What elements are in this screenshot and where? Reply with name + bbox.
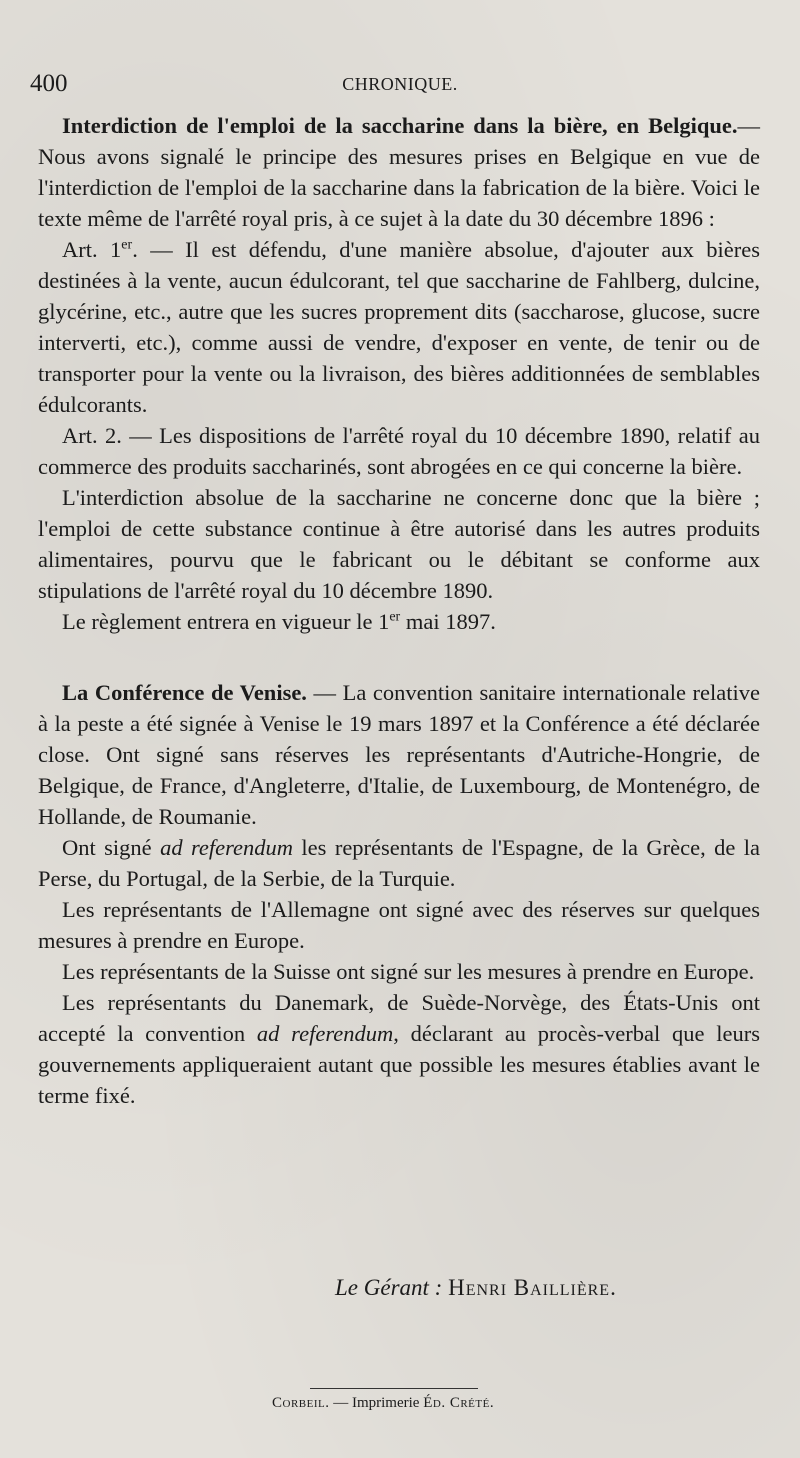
page-header bbox=[30, 70, 770, 100]
article2-paragraph-4: Les représentants de la Suisse ont signé sur les mesures à prendre en Europe. bbox=[62, 959, 755, 984]
para5-text-a: Les représentants du Danemark, de Suède-Norvège, des États-Unis ont accepté la convention bbox=[38, 990, 760, 1046]
para2-text-a: Ont signé bbox=[62, 835, 161, 860]
para4-superscript: er bbox=[389, 609, 401, 625]
section-gap bbox=[38, 637, 760, 677]
article1-intro-paragraph bbox=[38, 110, 760, 234]
imprint-line bbox=[272, 1395, 494, 1412]
art1-text: . — Il est défendu, d'une manière absolue, d'ajouter aux bières destinées à la vente, aucun édulcorant, tel que saccharine de Fahlberg, dulcine, glycérine, etc., autre que les sucres proprement dits (saccharose, glucose, sucre interverti, etc.), comme aussi de vendre, d'exposer en vente, de tenir ou de transporter pour la vente ou la livraison, des bières additionnées de semblables édulcorants. bbox=[38, 237, 760, 417]
running-title: CHRONIQUE. bbox=[342, 74, 458, 94]
article2-paragraph-5 bbox=[38, 987, 760, 1111]
article1-art2-paragraph: Art. 2. — Les dispositions de l'arrêté royal du 10 décembre 1890, relatif au commerce des produits saccharinés, sont abrogées en ce qui concerne la bière. bbox=[38, 423, 760, 479]
article1-title: Interdiction de l'emploi de la saccharine dans la bière, en Belgique. bbox=[62, 113, 738, 138]
footer-rule bbox=[310, 1388, 478, 1389]
article2-paragraph-3: Les représentants de l'Allemagne ont signé avec des réserves sur quelques mesures à prendre en Europe. bbox=[38, 897, 760, 953]
para4-text-b: mai 1897. bbox=[400, 609, 496, 634]
para2-text-b: les représentants de l'Espagne, de la Grèce, de la Perse, du Portugal, de la Serbie, de la Turquie. bbox=[38, 835, 761, 891]
imprint-place: Corbeil. bbox=[272, 1395, 330, 1411]
article2-title: La Conférence de Venise. bbox=[62, 680, 307, 705]
para5-text-b: , déclarant au procès-verbal que leurs gouvernements appliqueraient autant que possible les mesures établies avant le terme fixé. bbox=[38, 1021, 760, 1108]
page-number: 400 bbox=[30, 70, 68, 97]
para5-emphasis: ad referendum bbox=[256, 1021, 394, 1046]
article1-paragraph-3: L'interdiction absolue de la saccharine ne concerne donc que la bière ; l'emploi de cette substance continue à être autorisé dans les autres produits alimentaires, pourvu que le fabricant ou le débitant se conforme aux stipulations de l'arrêté royal du 10 décembre 1890. bbox=[38, 485, 760, 603]
article2-intro-paragraph bbox=[38, 677, 760, 832]
imprint-printer: Éd. Crété. bbox=[423, 1395, 495, 1411]
article1-art1-paragraph bbox=[38, 234, 760, 420]
para2-emphasis: ad referendum bbox=[160, 835, 294, 860]
article2-paragraph-2 bbox=[38, 832, 760, 894]
article1-paragraph-4 bbox=[38, 606, 760, 637]
art1-label: Art. 1 bbox=[62, 237, 122, 262]
imprint-text: — Imprimerie bbox=[329, 1395, 424, 1411]
page-body bbox=[38, 110, 760, 1111]
article1-intro: — Nous avons signalé le principe des mesures prises en Belgique en vue de l'interdiction de l'emploi de la saccharine dans la fabrication de la bière. Voici le texte même de l'arrêté royal pris, à ce sujet à la date du 30 décembre 1896 : bbox=[38, 113, 760, 231]
art1-superscript: er bbox=[121, 237, 133, 253]
para4-text-a: Le règlement entrera en vigueur le 1 bbox=[62, 609, 390, 634]
signature-name: Henri Baillière. bbox=[448, 1275, 617, 1300]
signature bbox=[335, 1275, 617, 1301]
article2-intro: — La convention sanitaire internationale relative à la peste a été signée à Venise le 19 mars 1897 et la Conférence a été déclarée close. Ont signé sans réserves les représentants d'Autriche-Hongrie, de Belgique, de France, d'Angleterre, d'Italie, de Luxembourg, de Montenégro, de Hollande, de Roumanie. bbox=[38, 680, 760, 829]
signature-label: Le Gérant : bbox=[335, 1275, 443, 1300]
